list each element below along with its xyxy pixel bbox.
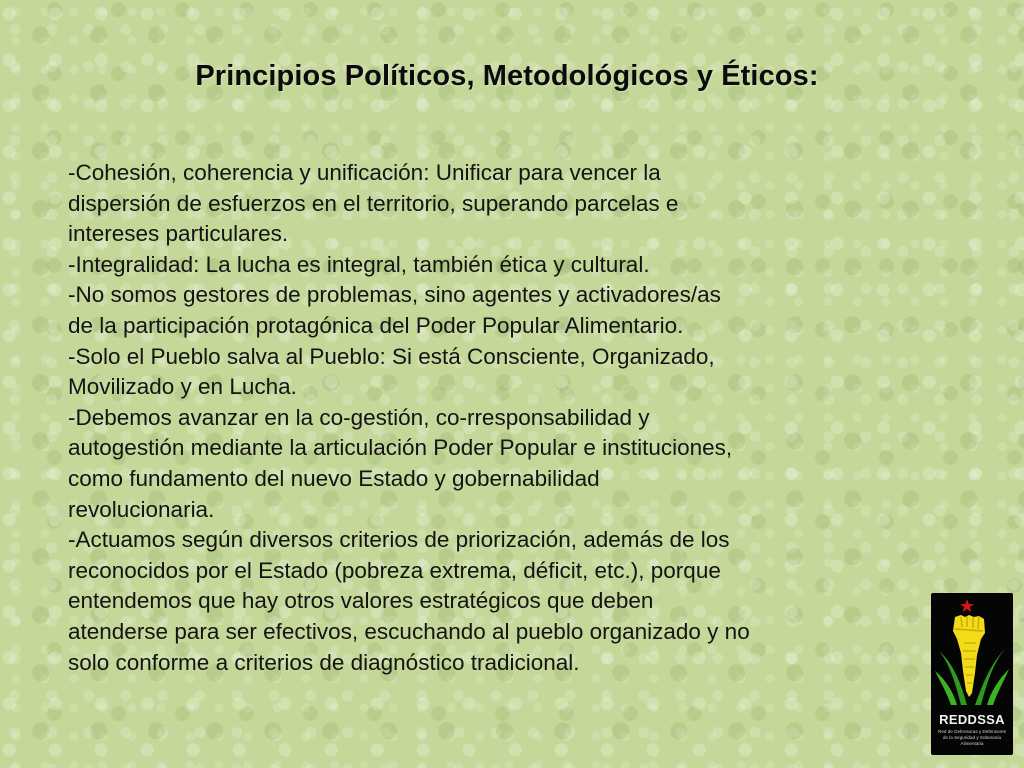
body-line: revolucionaria.	[68, 496, 215, 522]
body-line: -Actuamos según diversos criterios de priorización, además de los	[68, 527, 730, 553]
body-line: entendemos que hay otros valores estratégicos que deben	[68, 588, 654, 614]
body-line: -Solo el Pueblo salva al Pueblo: Si está Consciente, Organizado,	[68, 343, 715, 369]
body-line: como fundamento del nuevo Estado y gobernabilidad	[68, 465, 600, 491]
body-line: autogestión mediante la articulación Poder Popular e instituciones,	[68, 435, 733, 461]
body-line: -No somos gestores de problemas, sino agentes y activadores/as	[68, 282, 721, 308]
logo-name: REDDSSA	[939, 712, 1005, 727]
body-line: de la participación protagónica del Poder Popular Alimentario.	[68, 312, 684, 338]
body-line: Movilizado y en Lucha.	[68, 374, 297, 400]
body-line: -Debemos avanzar en la co-gestión, co-rresponsabilidad y	[68, 404, 650, 430]
body-line: reconocidos por el Estado (pobreza extrema, déficit, etc.), porque	[68, 557, 721, 583]
slide-body	[68, 158, 868, 678]
logo-subtitle: Red de Defensoras y Defensores de la Seguridad y Soberanía Alimentaria	[938, 729, 1006, 746]
raised-fist-corn-icon	[931, 593, 1013, 713]
reddssa-logo	[931, 593, 1013, 755]
body-line: atenderse para ser efectivos, escuchando al pueblo organizado y no	[68, 618, 750, 644]
body-line: -Integralidad: La lucha es integral, también ética y cultural.	[68, 251, 650, 277]
star-icon	[960, 599, 974, 612]
slide-title: Principios Políticos, Metodológicos y Éticos:	[195, 60, 819, 92]
body-line: solo conforme a criterios de diagnóstico tradicional.	[68, 649, 580, 675]
body-line: -Cohesión, coherencia y unificación: Unificar para vencer la	[68, 160, 661, 185]
body-line: intereses particulares.	[68, 221, 289, 247]
body-line: dispersión de esfuerzos en el territorio, superando parcelas e	[68, 190, 679, 216]
